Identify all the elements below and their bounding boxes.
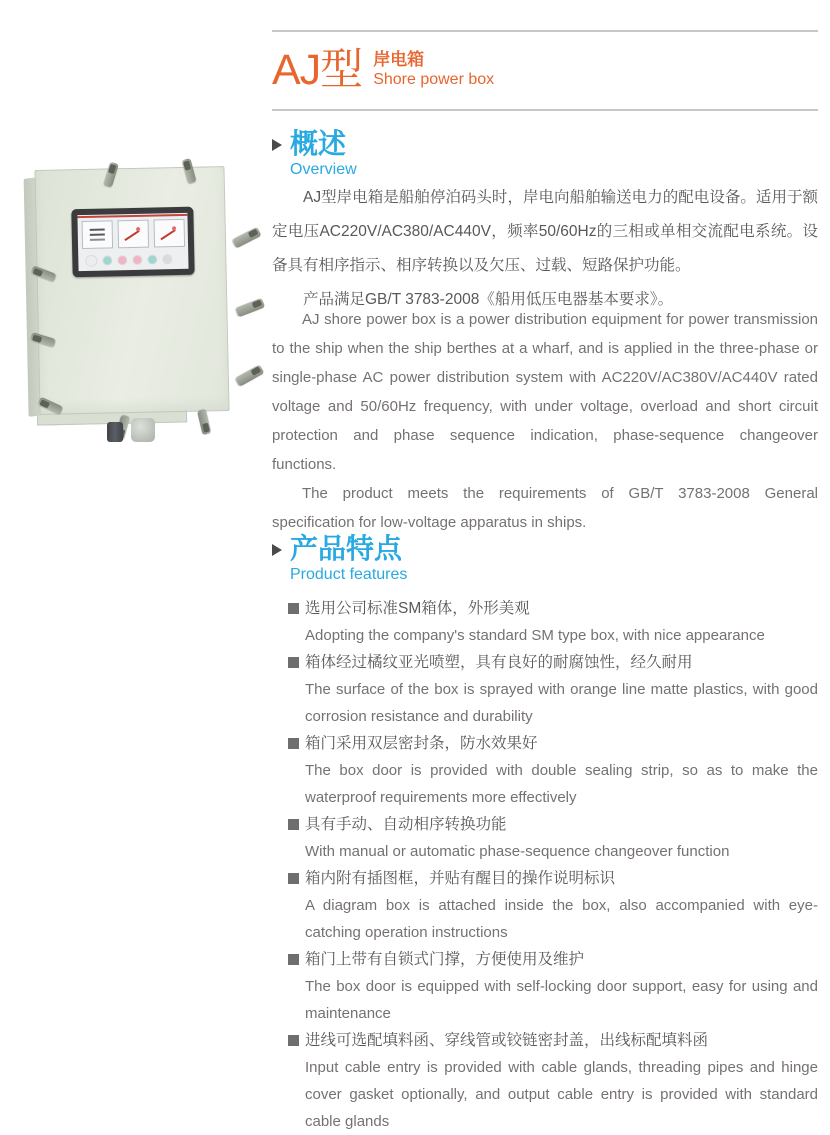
feature-en: The surface of the box is sprayed with orange line matte plastics, with good corrosion resistance and durability [305,681,818,725]
features-heading-zh: 产品特点 [290,533,403,564]
feature-en: The box door is provided with double sealing strip, so as to make the waterproof requirements more effectively [305,762,818,806]
feature-item [272,1027,818,1135]
feature-zh-text: 箱内附有插图框，并贴有醒目的操作说明标识 [305,870,616,887]
latch-clamp [232,227,261,249]
meter-needle [160,229,175,240]
feature-zh [272,730,818,757]
product-name-zh: 岸电箱 [373,50,425,69]
overview-zh-paragraph: AJ型岸电箱是船舶停泊码头时，岸电向船舶输送电力的配电设备。适用于额定电压AC220V/AC380/AC440V，频率50/60Hz的三相或单相交流配电系统。设备具有相序指示、相序转换以及欠压、过载、短路保护功能。 [272,189,818,274]
feature-zh [272,865,818,892]
feature-item [272,595,818,649]
indicator-light-icon [118,256,126,264]
triangle-marker-icon [272,139,282,151]
square-bullet-icon [288,1035,299,1046]
feature-zh [272,811,818,838]
feature-item [272,649,818,730]
square-bullet-icon [288,873,299,884]
features-heading-en: Product features [290,566,408,583]
square-bullet-icon [288,954,299,965]
feature-item [272,811,818,865]
title-divider [272,109,818,111]
indicator-light-icon [148,255,156,263]
meter-needle [124,230,139,241]
top-divider [272,30,818,32]
feature-en: With manual or automatic phase-sequence changeover function [305,843,730,860]
feature-zh-text: 箱门上带有自锁式门撑，方便使用及维护 [305,951,585,968]
overview-chinese-text [272,181,818,317]
overview-heading-zh: 概述 [290,128,347,159]
features-list [272,595,818,1135]
meter-icon [118,220,150,249]
feature-zh [272,649,818,676]
latch-clamp [197,410,211,435]
overview-heading-en: Overview [290,161,357,178]
features-heading-row [272,533,407,565]
latch-clamp [235,364,264,386]
overview-section-heading [272,128,357,180]
shore-power-box [34,166,229,415]
indicator-lights [86,254,171,266]
model-name: AJ型 [272,46,363,94]
feature-en: Input cable entry is provided with cable glands, threading pipes and hinge cover gasket optionally, and output cable entry is provided with standard cable glands [305,1059,818,1130]
overview-heading-row [272,128,357,160]
feature-zh-text: 箱门采用双层密封条，防水效果好 [305,735,538,752]
square-bullet-icon [288,819,299,830]
feature-zh-text: 选用公司标准SM箱体，外形美观 [305,600,530,617]
feature-zh [272,946,818,973]
indicator-light-icon [86,256,96,266]
indicator-light-icon [133,256,141,264]
latch-clamp [236,298,266,317]
product-subtitle [373,50,494,90]
meter-icon [82,220,114,249]
indicator-light-icon [103,256,111,264]
product-name-en: Shore power box [373,71,495,88]
analog-meters [82,219,186,249]
overview-zh-paragraph: 产品满足GB/T 3783-2008《船用低压电器基本要求》。 [303,291,674,308]
feature-en: The box door is equipped with self-locking door support, easy for using and maintenance [305,978,818,1022]
square-bullet-icon [288,603,299,614]
square-bullet-icon [288,738,299,749]
meter-icon [154,219,186,248]
feature-zh-text: 箱体经过橘纹亚光喷塑，具有良好的耐腐蚀性，经久耐用 [305,654,693,671]
box-front-face [34,166,229,415]
triangle-marker-icon [272,544,282,556]
feature-item [272,946,818,1027]
overview-en-paragraph: AJ shore power box is a power distribution equipment for power transmission to the ship when the ship berthes at a wharf, and is applied in the three-phase or single-phase AC power distribution system with AC220V/AC380V/AC440V rated voltage and 50/60Hz frequency, with under voltage, overload and short circuit protection and phase sequence indication, phase-sequence changeover functions. [272,311,818,473]
feature-item [272,730,818,811]
feature-en: A diagram box is attached inside the box, also accompanied with eye-catching operation instructions [305,897,818,941]
feature-zh [272,595,818,622]
feature-zh [272,1027,818,1054]
features-section-heading [272,533,407,585]
meter-scale [90,229,105,231]
meter-panel [77,213,188,271]
meter-window [71,207,194,278]
product-title [272,46,494,94]
overview-english-text [272,305,818,537]
overview-en-paragraph: The product meets the requirements of GB/T 3783-2008 General specification for low-voltage apparatus in ships. [272,485,818,531]
feature-en: Adopting the company's standard SM type box, with nice appearance [305,627,765,644]
product-photo [15,156,263,461]
feature-zh-text: 进线可选配填料函、穿线管或铰链密封盖，出线标配填料函 [305,1032,709,1049]
square-bullet-icon [288,657,299,668]
indicator-light-icon [163,255,171,263]
cable-gland-dark [107,422,123,442]
feature-item [272,865,818,946]
feature-zh-text: 具有手动、自动相序转换功能 [305,816,507,833]
cable-gland-light [131,418,155,442]
